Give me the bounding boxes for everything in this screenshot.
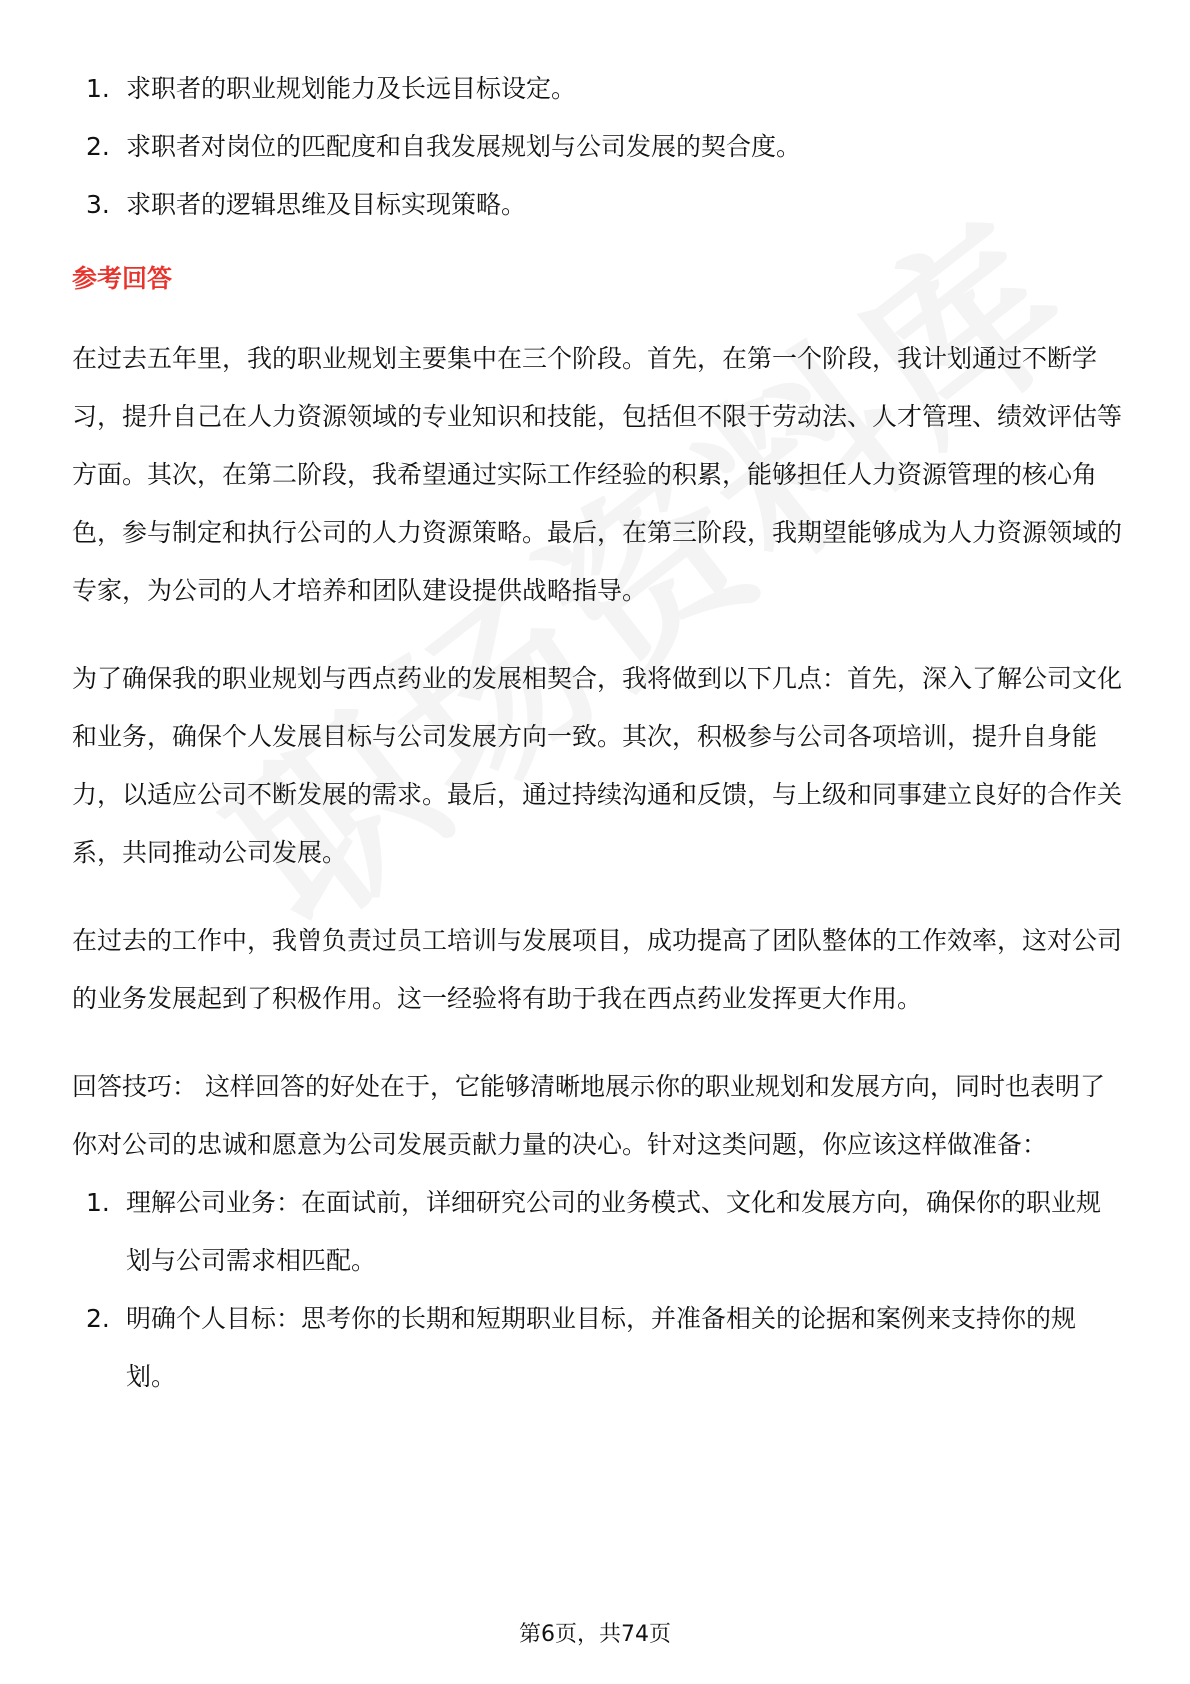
list-item-text: 求职者的职业规划能力及长远目标设定。 <box>126 74 577 103</box>
list-item <box>72 118 1122 176</box>
list-item <box>72 1174 1122 1290</box>
evaluation-points-list <box>72 60 1122 234</box>
list-item-number: 2. <box>86 1304 110 1333</box>
list-item-text: 求职者的逻辑思维及目标实现策略。 <box>126 190 527 219</box>
answer-paragraph: 在过去五年里，我的职业规划主要集中在三个阶段。首先，在第一个阶段，我计划通过不断学习，提升自己在人力资源领域的专业知识和技能，包括但不限于劳动法、人才管理、绩效评估等方面。其次，在第二阶段，我希望通过实际工作经验的积累，能够担任人力资源管理的核心角色，参与制定和执行公司的人力资源策略。最后，在第三阶段，我期望能够成为人力资源领域的专家，为公司的人才培养和团队建设提供战略指导。 <box>72 344 1123 605</box>
list-item-number: 3. <box>86 190 110 219</box>
list-item-number: 1. <box>86 1188 110 1217</box>
list-item-text: 理解公司业务：在面试前，详细研究公司的业务模式、文化和发展方向，确保你的职业规划与公司需求相匹配。 <box>126 1188 1102 1275</box>
list-item-text: 求职者对岗位的匹配度和自我发展规划与公司发展的契合度。 <box>126 132 802 161</box>
preparation-tips-list <box>72 1174 1122 1406</box>
list-item-text: 明确个人目标：思考你的长期和短期职业目标，并准备相关的论据和案例来支持你的规划。 <box>126 1304 1077 1391</box>
list-item <box>72 176 1122 234</box>
page-content <box>72 60 1122 1406</box>
tips-paragraph: 回答技巧： 这样回答的好处在于，它能够清晰地展示你的职业规划和发展方向，同时也表明了你对公司的忠诚和愿意为公司发展贡献力量的决心。针对这类问题，你应该这样做准备： <box>72 1072 1105 1159</box>
section-heading: 参考回答 <box>72 264 173 293</box>
list-item-number: 2. <box>86 132 110 161</box>
page-number: 第6页，共74页 <box>519 1622 671 1647</box>
list-item <box>72 1290 1122 1406</box>
answer-paragraph: 在过去的工作中，我曾负责过员工培训与发展项目，成功提高了团队整体的工作效率，这对公司的业务发展起到了积极作用。这一经验将有助于我在西点药业发挥更大作用。 <box>72 926 1123 1013</box>
answer-paragraph: 为了确保我的职业规划与西点药业的发展相契合，我将做到以下几点：首先，深入了解公司文化和业务，确保个人发展目标与公司发展方向一致。其次，积极参与公司各项培训，提升自身能力，以适应公司不断发展的需求。最后，通过持续沟通和反馈，与上级和同事建立良好的合作关系，共同推动公司发展。 <box>72 664 1123 867</box>
list-item-number: 1. <box>86 74 110 103</box>
list-item <box>72 60 1122 118</box>
